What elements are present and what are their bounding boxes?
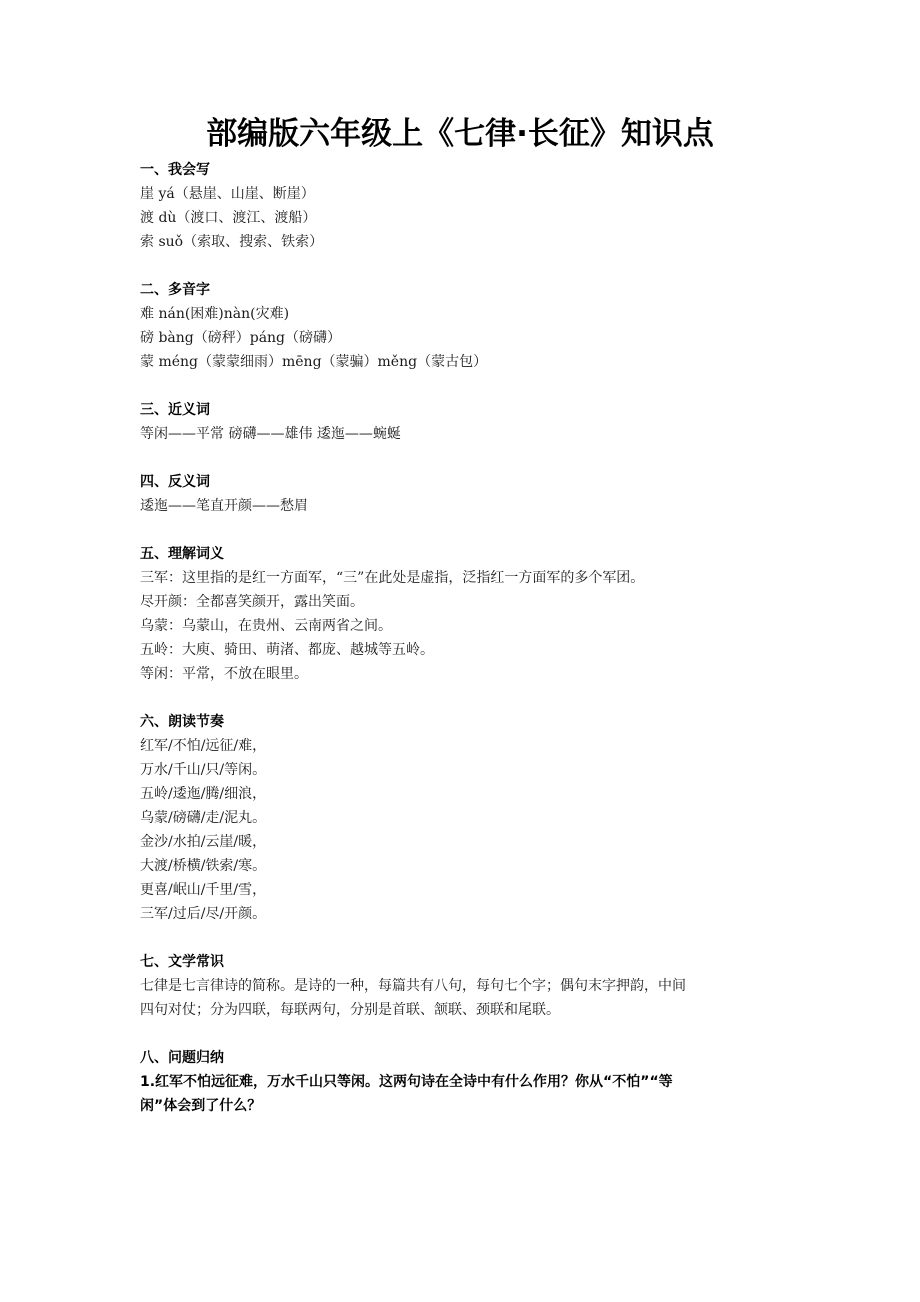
- poem-line: 金沙/水拍/云崖/暖，: [140, 834, 267, 850]
- section-heading: 二、多音字: [140, 282, 210, 298]
- text-line: 等闲——平常 磅礴——雄伟 逶迤——蜿蜒: [140, 426, 401, 442]
- text-line: 蒙 méng（蒙蒙细雨）mēng（蒙骗）měng（蒙古包）: [140, 354, 488, 370]
- section-antonyms: [140, 470, 780, 518]
- section-heading: 三、近义词: [140, 402, 210, 418]
- section-reading-rhythm: [140, 710, 780, 926]
- poem-line: 红军/不怕/远征/难，: [140, 738, 267, 754]
- text-line: 五岭：大庾、骑田、萌渚、都庞、越城等五岭。: [140, 642, 434, 658]
- text-line: 尽开颜：全都喜笑颜开，露出笑面。: [140, 594, 364, 610]
- text-line: 乌蒙：乌蒙山，在贵州、云南两省之间。: [140, 618, 392, 634]
- poem-line: 乌蒙/磅礴/走/泥丸。: [140, 810, 267, 826]
- poem-line: 万水/千山/只/等闲。: [140, 762, 267, 778]
- text-line: 磅 bàng（磅秤）páng（磅礴）: [140, 330, 342, 346]
- section-heading: 七、文学常识: [140, 954, 224, 970]
- poem-line: 更喜/岷山/千里/雪，: [140, 882, 267, 898]
- poem-line: 五岭/逶迤/腾/细浪，: [140, 786, 267, 802]
- question-line: 1.红军不怕远征难，万水千山只等闲。这两句诗在全诗中有什么作用？你从“不怕”“等: [140, 1074, 673, 1090]
- section-word-meanings: [140, 542, 780, 686]
- poem-line: 大渡/桥横/铁索/寒。: [140, 858, 267, 874]
- section-literary-knowledge: [140, 950, 780, 1022]
- question-line: 闲”体会到了什么？: [140, 1098, 262, 1114]
- text-line: 崖 yá（悬崖、山崖、断崖）: [140, 186, 315, 202]
- section-heading: 六、朗读节奏: [140, 714, 224, 730]
- text-line: 七律是七言律诗的简称。是诗的一种，每篇共有八句，每句七个字；偶句末字押韵，中间: [140, 978, 686, 994]
- text-line: 三军：这里指的是红一方面军，“三”在此处是虚指，泛指红一方面军的多个军团。: [140, 570, 645, 586]
- section-heading: 五、理解词义: [140, 546, 224, 562]
- section-heading: 八、问题归纳: [140, 1050, 224, 1066]
- text-line: 逶迤——笔直开颜——愁眉: [140, 498, 308, 514]
- text-line: 难 nán(困难)nàn(灾难): [140, 306, 290, 322]
- poem-line: 三军/过后/尽/开颜。: [140, 906, 267, 922]
- section-write: [140, 158, 780, 254]
- section-question-summary: [140, 1046, 780, 1118]
- section-synonyms: [140, 398, 780, 446]
- text-line: 索 suǒ（索取、搜索、铁索）: [140, 234, 324, 250]
- section-heading: 四、反义词: [140, 474, 210, 490]
- document-title: 部编版六年级上《七律·长征》知识点: [206, 116, 714, 152]
- section-polyphonic: [140, 278, 780, 374]
- text-line: 等闲：平常，不放在眼里。: [140, 666, 308, 682]
- text-line: 渡 dù（渡口、渡江、渡船）: [140, 210, 317, 226]
- document-body: [140, 158, 780, 1142]
- text-line: 四句对仗；分为四联，每联两句，分别是首联、颔联、颈联和尾联。: [140, 1002, 560, 1018]
- section-heading: 一、我会写: [140, 162, 210, 178]
